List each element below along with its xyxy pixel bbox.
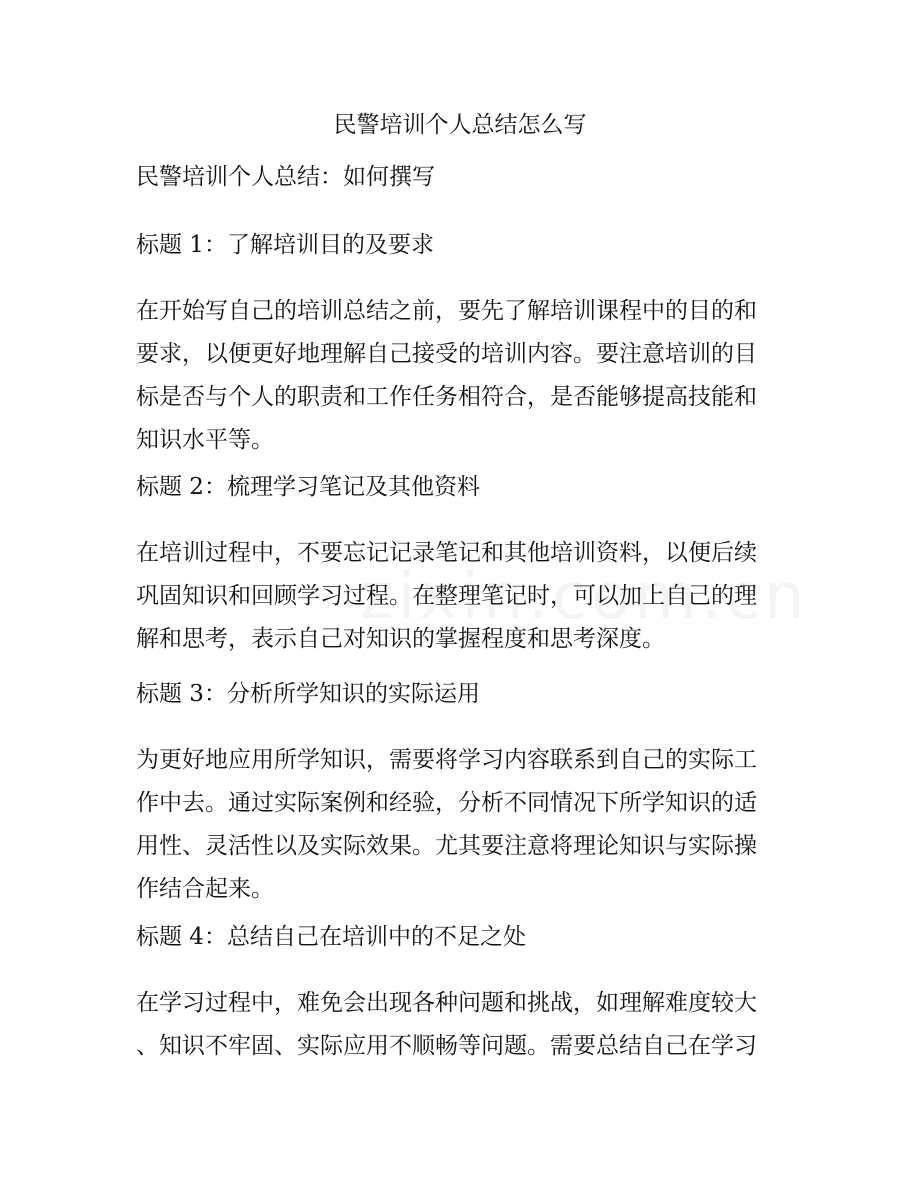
section-paragraph-1 <box>136 290 796 462</box>
paragraph-line: 在学习过程中，难免会出现各种问题和挑战，如理解难度较大 <box>136 990 757 1016</box>
section-paragraph-4 <box>136 982 796 1068</box>
document-subtitle: 民警培训个人总结：如何撰写 <box>136 164 435 190</box>
paragraph-line: 为更好地应用所学知识，需要将学习内容联系到自己的实际工 <box>136 747 757 773</box>
section-heading-4: 标题 4：总结自己在培训中的不足之处 <box>136 924 526 950</box>
paragraph-line: 在培训过程中，不要忘记记录笔记和其他培训资料，以便后续 <box>136 540 757 566</box>
paragraph-line: 用性、灵活性以及实际效果。尤其要注意将理论知识与实际操 <box>136 833 757 859</box>
paragraph-line: 知识水平等。 <box>136 427 274 453</box>
section-paragraph-3 <box>136 739 796 911</box>
section-heading-1: 标题 1：了解培训目的及要求 <box>136 232 434 258</box>
paragraph-line: 、知识不牢固、实际应用不顺畅等问题。需要总结自己在学习 <box>136 1033 757 1059</box>
paragraph-line: 解和思考，表示自己对知识的掌握程度和思考深度。 <box>136 626 665 652</box>
paragraph-line: 作结合起来。 <box>136 876 274 902</box>
paragraph-line: 标是否与个人的职责和工作任务相符合，是否能够提高技能和 <box>136 384 757 410</box>
paragraph-line: 作中去。通过实际案例和经验，分析不同情况下所学知识的适 <box>136 790 757 816</box>
paragraph-line: 在开始写自己的培训总结之前，要先了解培训课程中的目的和 <box>136 298 757 324</box>
paragraph-line: 巩固知识和回顾学习过程。在整理笔记时，可以加上自己的理 <box>136 583 757 609</box>
document-title: 民警培训个人总结怎么写 <box>333 112 587 138</box>
section-heading-2: 标题 2：梳理学习笔记及其他资料 <box>136 474 480 500</box>
section-paragraph-2 <box>136 532 796 661</box>
paragraph-line: 要求，以便更好地理解自己接受的培训内容。要注意培训的目 <box>136 341 757 367</box>
section-heading-3: 标题 3：分析所学知识的实际运用 <box>136 681 480 707</box>
